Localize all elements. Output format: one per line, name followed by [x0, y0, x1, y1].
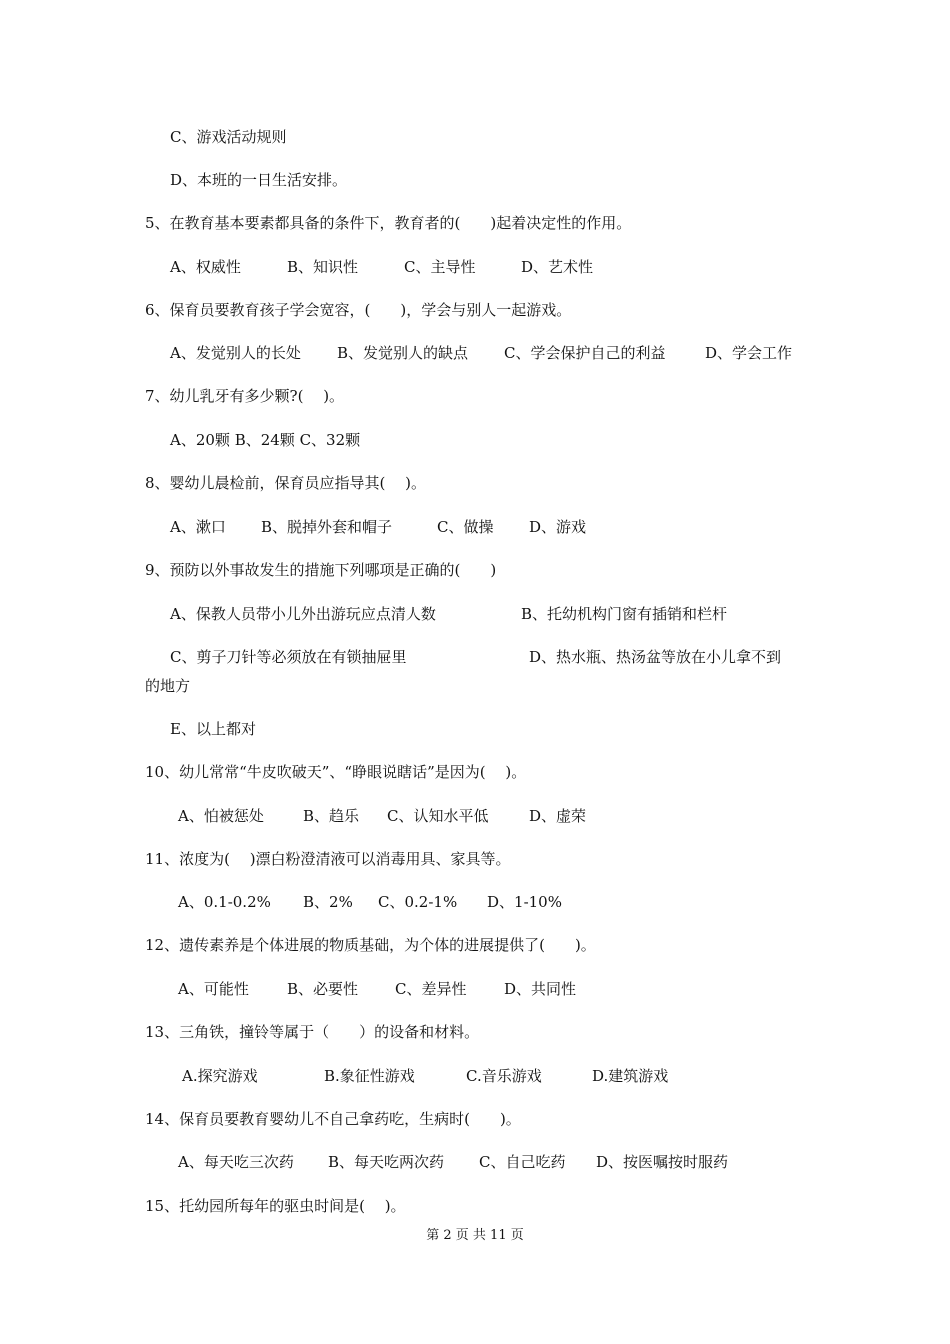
question-13-option-d: D.建筑游戏	[592, 1067, 669, 1085]
question-9-option-d-continued: 的地方	[145, 677, 191, 695]
question-5-option-b: B、知识性	[287, 258, 359, 276]
question-11-option-c: C、0.2-1%	[378, 893, 458, 911]
question-11-option-a: A、0.1-0.2%	[178, 893, 271, 911]
question-8-option-d: D、游戏	[529, 518, 587, 536]
page-footer: 第 2 页 共 11 页	[426, 1228, 524, 1243]
question-9-option-b: B、托幼机构门窗有插销和栏杆	[521, 605, 728, 623]
question-9-option-e: E、以上都对	[170, 720, 256, 738]
question-10: 10、幼儿常常“牛皮吹破天”、“睁眼说瞎话”是因为( )。	[145, 763, 527, 781]
question-8-option-b: B、脱掉外套和帽子	[261, 518, 393, 536]
question-5: 5、在教育基本要素都具备的条件下，教育者的( )起着决定性的作用。	[145, 214, 632, 232]
question-12: 12、遗传素养是个体进展的物质基础，为个体的进展提供了( )。	[145, 936, 596, 954]
question-12-option-c: C、差异性	[395, 980, 467, 998]
question-9: 9、预防以外事故发生的措施下列哪项是正确的( )	[145, 561, 497, 579]
question-8-option-c: C、做操	[437, 518, 494, 536]
question-9-option-c: C、剪子刀针等必须放在有锁抽屉里	[170, 648, 407, 666]
question-4-option-d: D、本班的一日生活安排。	[170, 171, 348, 189]
question-13: 13、三角铁，撞铃等属于（ ）的设备和材料。	[145, 1023, 480, 1041]
question-14: 14、保育员要教育婴幼儿不自己拿药吃，生病时( )。	[145, 1110, 521, 1128]
question-6-option-c: C、学会保护自己的利益	[504, 344, 666, 362]
question-7-options: A、20颗 B、24颗 C、32颗	[170, 431, 361, 449]
question-12-option-b: B、必要性	[287, 980, 359, 998]
question-11: 11、浓度为( )漂白粉澄清液可以消毒用具、家具等。	[145, 850, 511, 868]
question-10-option-b: B、趋乐	[303, 807, 360, 825]
question-14-option-b: B、每天吃两次药	[328, 1153, 445, 1171]
question-9-option-d: D、热水瓶、热汤盆等放在小儿拿不到	[529, 648, 782, 666]
question-12-option-a: A、可能性	[178, 980, 249, 998]
question-10-option-a: A、怕被惩处	[178, 807, 264, 825]
question-5-option-a: A、权威性	[170, 258, 241, 276]
question-11-option-d: D、1-10%	[487, 893, 562, 911]
question-4-option-c: C、游戏活动规则	[170, 128, 287, 146]
question-5-option-c: C、主导性	[404, 258, 476, 276]
question-6: 6、保育员要教育孩子学会宽容，( )，学会与别人一起游戏。	[145, 301, 572, 319]
question-11-option-b: B、2%	[303, 893, 353, 911]
question-7: 7、幼儿乳牙有多少颗?( )。	[145, 387, 345, 405]
question-12-option-d: D、共同性	[504, 980, 577, 998]
question-6-option-d: D、学会工作	[705, 344, 793, 362]
question-14-option-a: A、每天吃三次药	[178, 1153, 294, 1171]
question-14-option-d: D、按医嘱按时服药	[596, 1153, 729, 1171]
question-10-option-c: C、认知水平低	[387, 807, 489, 825]
question-15: 15、托幼园所每年的驱虫时间是( )。	[145, 1197, 406, 1215]
question-5-option-d: D、艺术性	[521, 258, 594, 276]
question-13-option-b: B.象征性游戏	[324, 1067, 415, 1085]
question-9-option-a: A、保教人员带小儿外出游玩应点清人数	[170, 605, 436, 623]
question-13-option-a: A.探究游戏	[182, 1067, 258, 1085]
question-6-option-b: B、发觉别人的缺点	[337, 344, 469, 362]
question-14-option-c: C、自己吃药	[479, 1153, 566, 1171]
question-8: 8、婴幼儿晨检前，保育员应指导其( )。	[145, 474, 427, 492]
question-8-option-a: A、漱口	[170, 518, 226, 536]
question-13-option-c: C.音乐游戏	[466, 1067, 542, 1085]
question-6-option-a: A、发觉别人的长处	[170, 344, 301, 362]
question-10-option-d: D、虚荣	[529, 807, 587, 825]
